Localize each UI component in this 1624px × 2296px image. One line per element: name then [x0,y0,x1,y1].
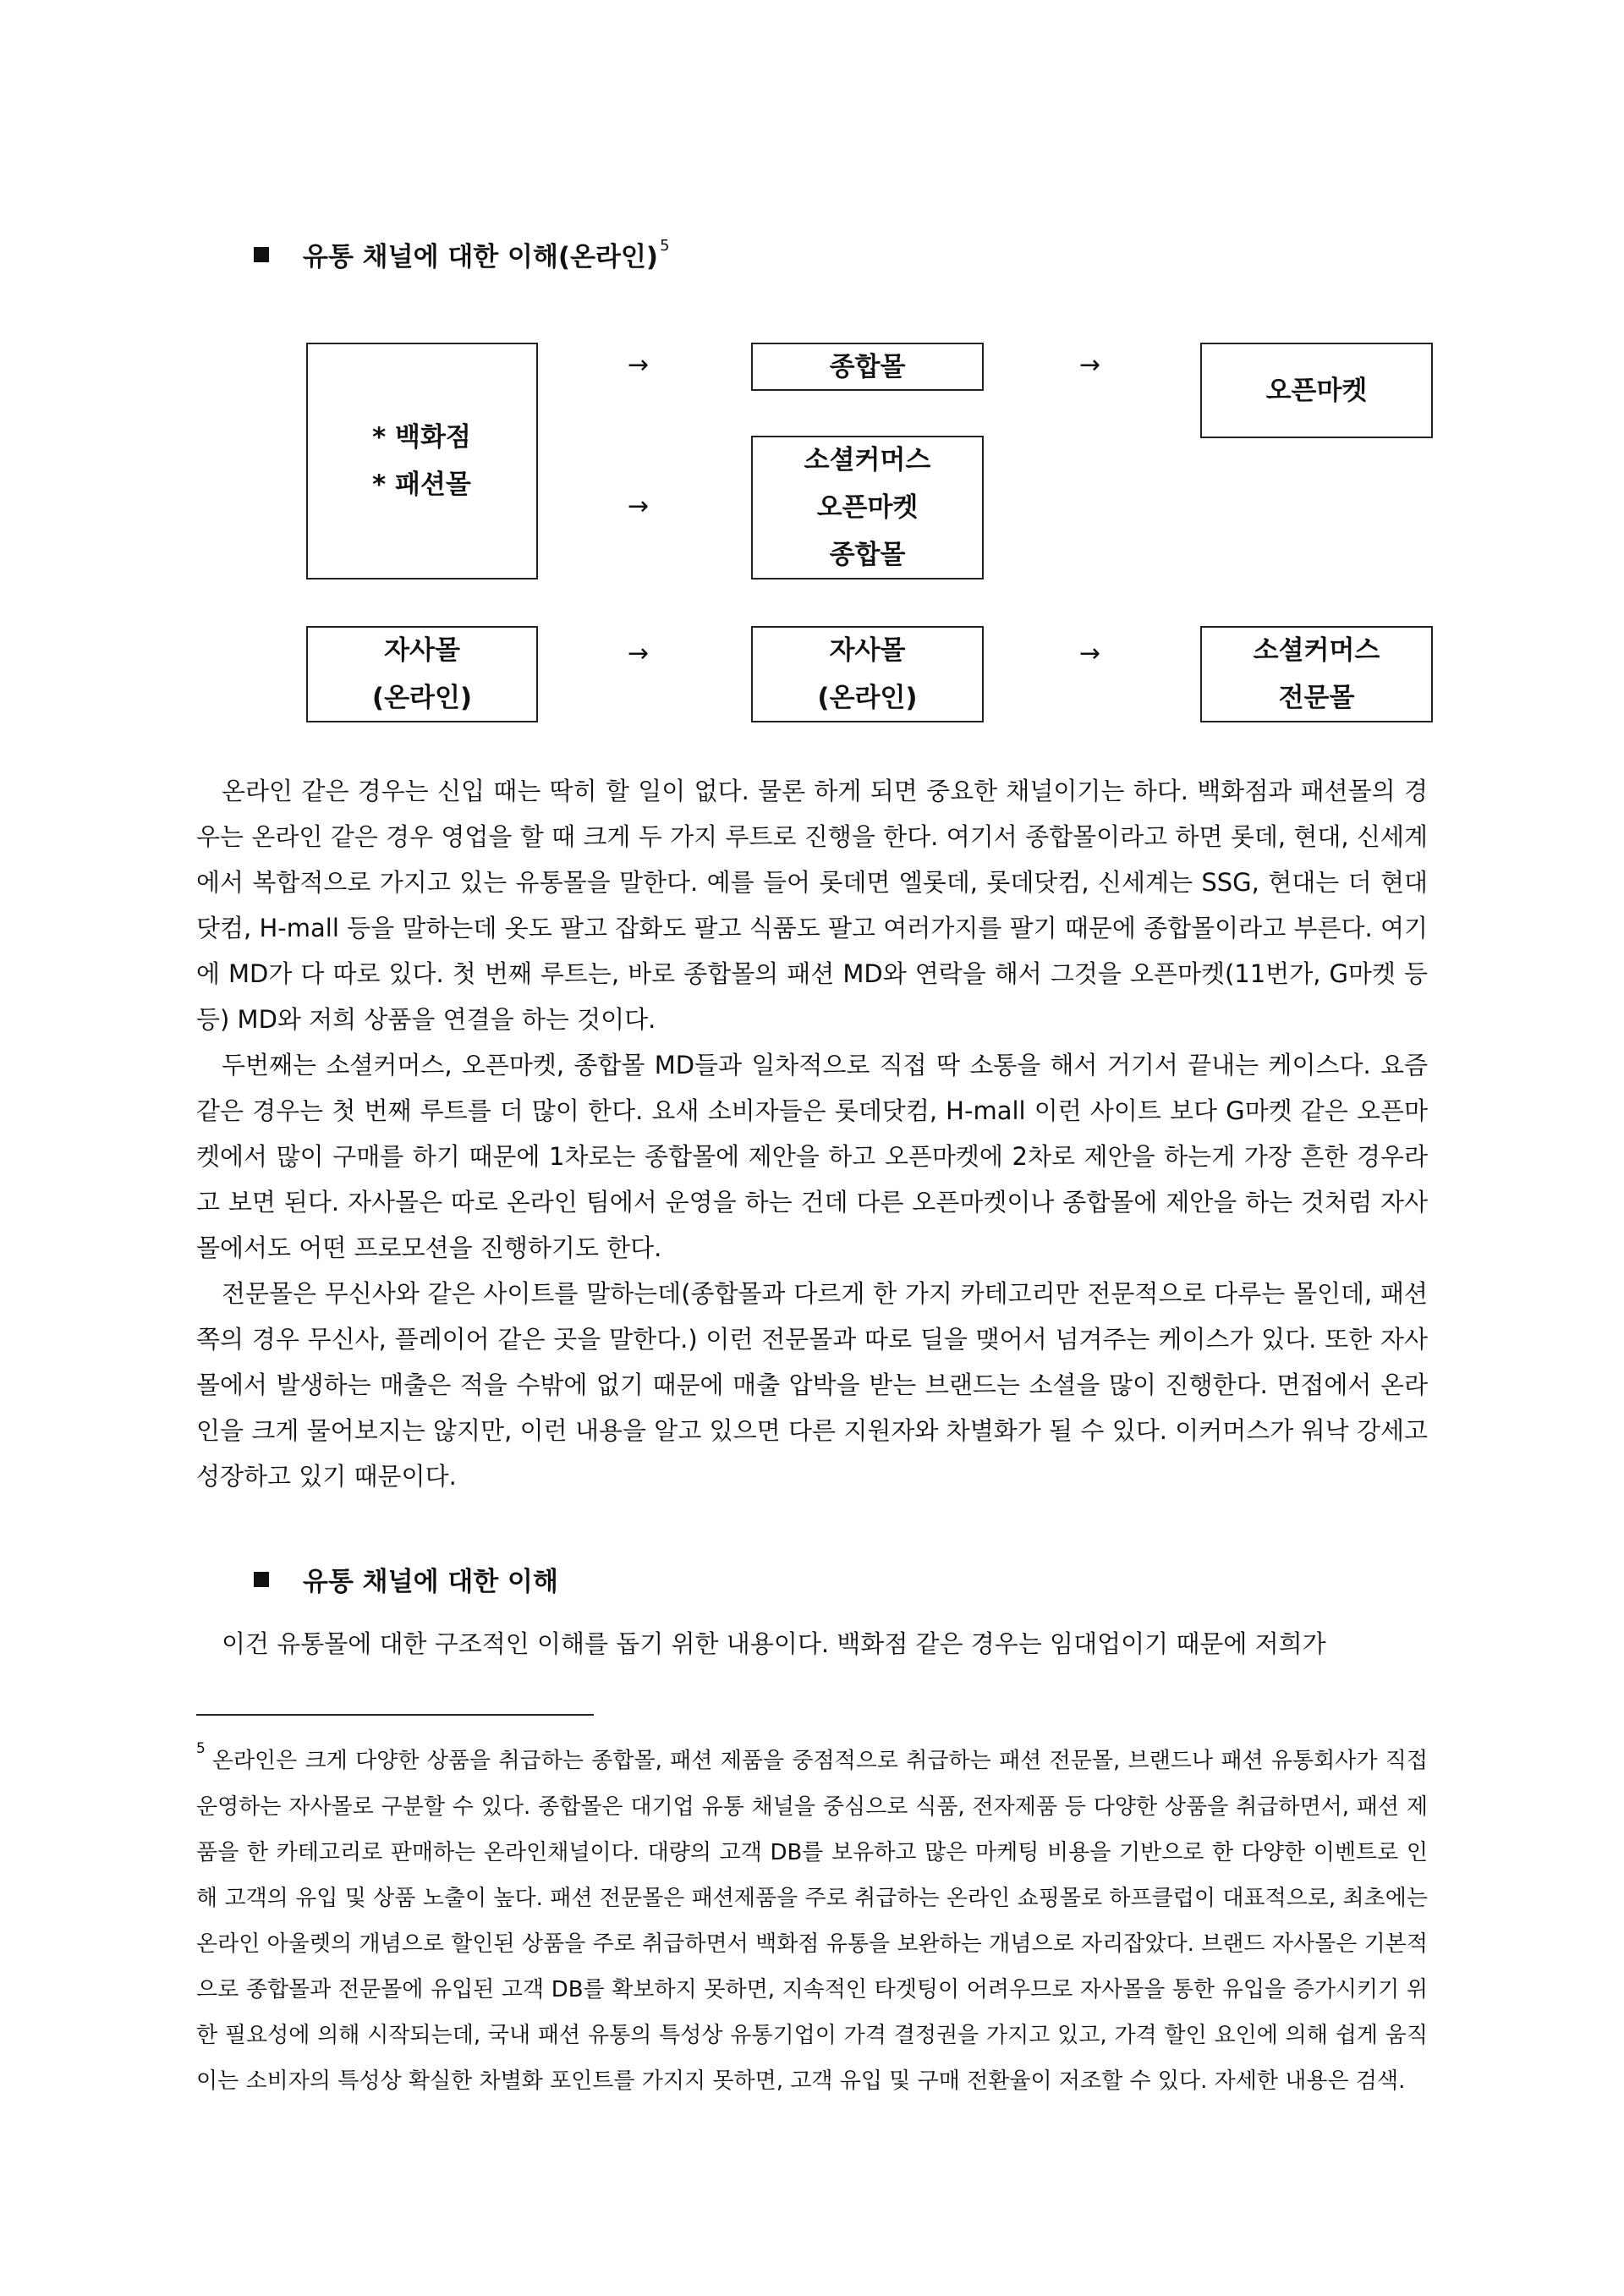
box-line: 소셜커머스 [804,445,931,475]
box-line: 전문몰 [1278,683,1355,713]
box-department-fashion [306,343,538,579]
arrow-right-icon: → [628,492,650,521]
arrow-right-icon: → [1079,350,1101,380]
section-heading-channel [254,1560,558,1598]
paragraph: 전문몰은 무신사와 같은 사이트를 말하는데(종합몰과 다르게 한 가지 카테고리만 전문적으로 다루는 몰인데, 패션 쪽의 경우 무신사, 플레이어 같은 곳을 말한다.) 이런 전문몰과 따로 딜을 맺어서 넘겨주는 케이스가 있다. 또한 자사몰에서 발생하는 매출은 적을 수밖에 없기 때문에 매출 압박을 받는 브랜드는 소셜을 많이 진행한다. 면접에서 온라인을 크게 물어보지는 않지만, 이런 내용을 알고 있으면 다른 지원자와 차별화가 될 수 있다. 이커머스가 워낙 강세고 성장하고 있기 때문이다. [196,1279,1428,1491]
footnote-text: 온라인은 크게 다양한 상품을 취급하는 종합몰, 패션 제품을 중점적으로 취급하는 패션 전문몰, 브랜드나 패션 유통회사가 직접 운영하는 자사몰로 구분할 수 있다. 종합몰은 대기업 유통 채널을 중심으로 식품, 전자제품 등 다양한 상품을 취급하면서, 패션 제품을 한 카테고리로 판매하는 온라인채널이다. 대량의 고객 DB를 보유하고 많은 마케팅 비용을 기반으로 한 다양한 이벤트로 인해 고객의 유입 및 상품 노출이 높다. 패션 전문몰은 패션제품을 주로 취급하는 온라인 쇼핑몰로 하프클럽이 대표적으로, 최초에는 온라인 아울렛의 개념으로 할인된 상품을 주로 취급하면서 백화점 유통을 보완하는 개념으로 자리잡았다. 브랜드 자사몰은 기본적으로 종합몰과 전문몰에 유입된 고객 DB를 확보하지 못하면, 지속적인 타겟팅이 어려우므로 자사몰을 통한 유입을 증가시키기 위한 필요성에 의해 시작되는데, 국내 패션 유통의 특성상 유통기업이 가격 결정권을 가지고 있고, 가격 할인 요인에 의해 쉽게 움직이는 소비자의 특성상 확실한 차별화 포인트를 가지지 못하면, 고객 유입 및 구매 전환율이 저조할 수 있다. 자세한 내용은 검색. [196,1748,1428,2094]
box-line: 소셜커머스 [1253,635,1380,666]
box-line: 종합몰 [829,351,906,382]
box-line: 오픈마켓 [1265,375,1368,406]
footnote [196,1733,1428,2104]
arrow-right-icon: → [1079,639,1101,668]
footnote-divider [196,1714,594,1716]
paragraph: 온라인 같은 경우는 신입 때는 딱히 할 일이 없다. 물론 하게 되면 중요한 채널이기는 하다. 백화점과 패션몰의 경우는 온라인 같은 경우 영업을 할 때 크게 두 가지 루트로 진행을 한다. 여기서 종합몰이라고 하면 롯데, 현대, 신세계에서 복합적으로 가지고 있는 유통몰을 말한다. 예를 들어 롯데면 엘롯데, 롯데닷컴, 신세계는 SSG, 현대는 더 현대 닷컴, H-mall 등을 말하는데 옷도 팔고 잡화도 팔고 식품도 팔고 여러가지를 팔기 때문에 종합몰이라고 부른다. 여기에 MD가 다 따로 있다. 첫 번째 루트는, 바로 종합몰의 패션 MD와 연락을 해서 그것을 오픈마켓(11번가, G마켓 등등) MD와 저희 상품을 연결을 하는 것이다. [196,777,1428,1034]
section-title: 유통 채널에 대한 이해 [303,1567,558,1597]
box-own-mall-left [306,626,538,722]
paragraph: 두번째는 소셜커머스, 오픈마켓, 종합몰 MD들과 일차적으로 직접 딱 소통을 해서 거기서 끝내는 케이스다. 요즘 같은 경우는 첫 번째 루트를 더 많이 한다. 요새 소비자들은 롯데닷컴, H-mall 이런 사이트 보다 G마켓 같은 오픈마켓에서 많이 구매를 하기 때문에 1차로는 종합몰에 제안을 하고 오픈마켓에 2차로 제안을 하는게 가장 흔한 경우라고 보면 된다. 자사몰은 따로 온라인 팀에서 운영을 하는 건데 다른 오픈마켓이나 종합몰에 제안을 하는 것처럼 자사몰에서도 어떤 프로모션을 진행하기도 한다. [196,1051,1428,1262]
box-line: 오픈마켓 [816,492,919,523]
paragraph: 이건 유통몰에 대한 구조적인 이해를 돕기 위한 내용이다. 백화점 같은 경우는 임대업이기 때문에 저희가 [222,1629,1326,1658]
box-own-mall-middle [751,626,984,722]
footnote-reference: 5 [660,237,670,255]
box-social-specialty [1200,626,1433,722]
box-line: 종합몰 [829,540,906,570]
arrow-right-icon: → [628,350,650,380]
section-heading-online [254,235,670,273]
box-social-open-general [751,436,984,579]
box-line: (온라인) [817,683,918,713]
box-line: 자사몰 [829,635,906,666]
box-line: (온라인) [371,683,473,713]
box-line: 자사몰 [384,635,460,666]
section-title: 유통 채널에 대한 이해(온라인) [303,242,659,272]
square-bullet-icon [254,247,269,262]
square-bullet-icon [254,1572,269,1587]
arrow-right-icon: → [628,639,650,668]
box-general-mall [751,343,984,391]
footnote-number: 5 [196,1740,206,1757]
box-line: * 백화점 [372,422,471,453]
box-line: * 패션몰 [372,470,471,500]
box-open-market [1200,343,1433,438]
